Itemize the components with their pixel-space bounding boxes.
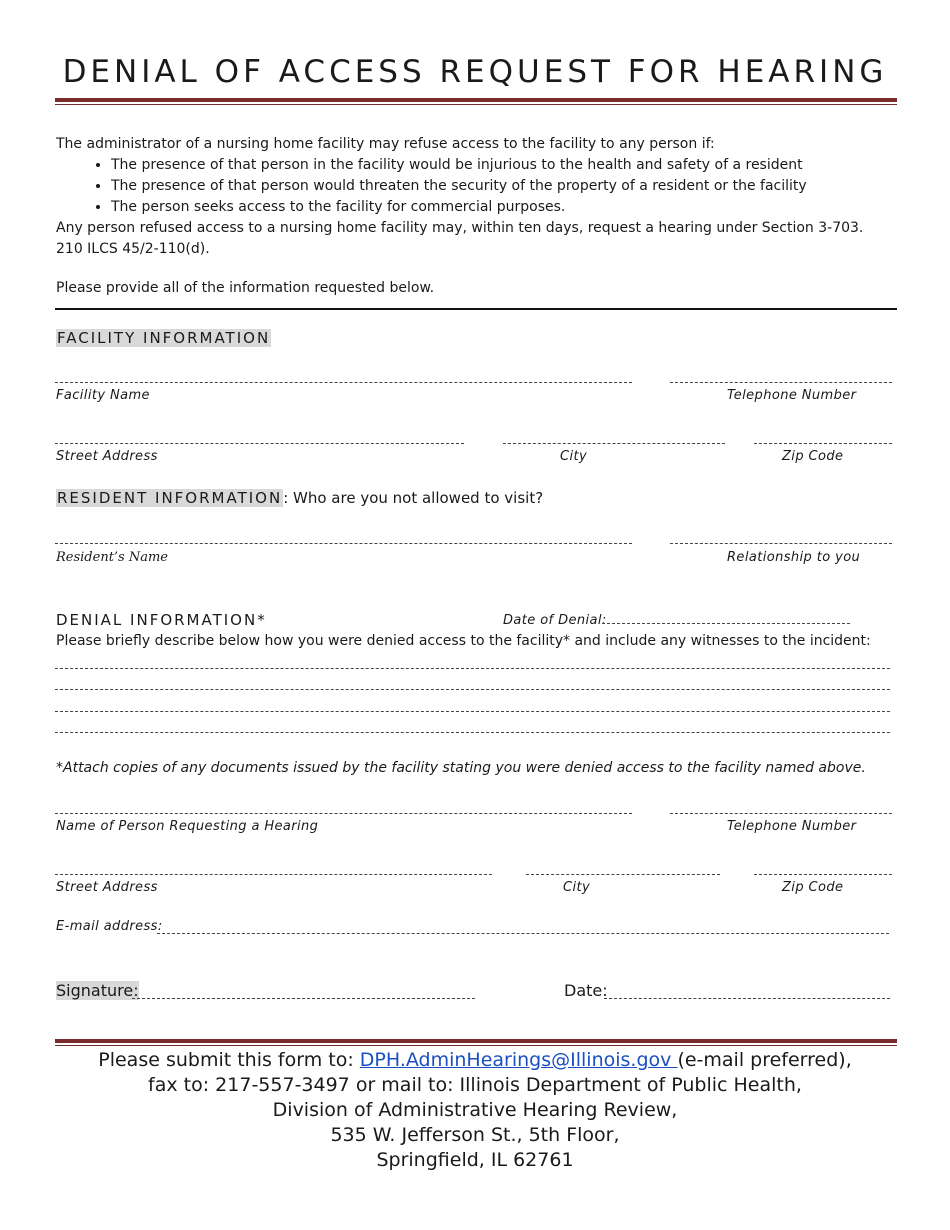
attach-note: *Attach copies of any documents issued by the facility stating you were denied access to the facility named above. <box>56 760 866 776</box>
footer-line-1 <box>0 1048 950 1073</box>
intro-lead: The administrator of a nursing home facility may refuse access to the facility to any person if: <box>56 136 715 152</box>
page-title: DENIAL OF ACCESS REQUEST FOR HEARING <box>62 54 888 90</box>
facility-street-field[interactable] <box>55 443 464 444</box>
footer-line1-post: (e-mail preferred), <box>677 1049 852 1071</box>
denial-date-field[interactable] <box>602 623 850 624</box>
denial-date-label: Date of Denial: <box>503 613 607 628</box>
requester-street-field[interactable] <box>55 874 492 875</box>
title-rule-thin <box>55 104 897 105</box>
requester-street-label: Street Address <box>56 880 158 895</box>
footer-line-5: Springfield, IL 62761 <box>376 1149 574 1171</box>
resident-name-label: Resident’s Name <box>56 550 169 565</box>
email-field[interactable] <box>157 933 889 934</box>
section-divider <box>55 308 897 310</box>
footer-line-4: 535 W. Jefferson St., 5th Floor, <box>330 1124 620 1146</box>
facility-zip-label: Zip Code <box>782 449 844 464</box>
resident-section <box>56 489 543 507</box>
intro-block <box>56 135 898 297</box>
facility-street-label: Street Address <box>56 449 158 464</box>
facility-phone-label: Telephone Number <box>727 388 857 403</box>
intro-bullet: • The person seeks access to the facility for commercial purposes. <box>111 198 898 216</box>
signature-label-wrap <box>56 981 139 1000</box>
requester-phone-label: Telephone Number <box>727 819 857 834</box>
intro-bullet: • The presence of that person would threaten the security of the property of a resident or the facility <box>111 177 898 195</box>
footer-line1-pre: Please submit this form to: <box>98 1049 360 1071</box>
requester-zip-label: Zip Code <box>782 880 844 895</box>
intro-bullet: • The presence of that person in the facility would be injurious to the health and safety of a resident <box>111 156 898 174</box>
relationship-field[interactable] <box>670 543 892 544</box>
instruction-text: Please provide all of the information requested below. <box>56 280 435 296</box>
requester-city-field[interactable] <box>526 874 720 875</box>
description-line[interactable] <box>55 668 890 669</box>
denial-asterisk: * <box>257 611 267 629</box>
footer-line-3: Division of Administrative Hearing Review, <box>272 1099 678 1121</box>
email-label: E-mail address: <box>56 919 163 934</box>
requester-city-label: City <box>563 880 591 895</box>
relationship-label: Relationship to you <box>727 550 861 565</box>
signature-field[interactable] <box>132 998 475 999</box>
facility-city-label: City <box>560 449 588 464</box>
denial-describe: Please briefly describe below how you were denied access to the facility* and include any witnesses to the incident: <box>56 633 871 649</box>
resident-name-field[interactable] <box>55 543 632 544</box>
facility-heading: FACILITY INFORMATION <box>57 329 271 347</box>
facility-name-field[interactable] <box>55 382 632 383</box>
facility-city-field[interactable] <box>503 443 725 444</box>
facility-zip-field[interactable] <box>754 443 892 444</box>
description-line[interactable] <box>55 689 890 690</box>
description-line[interactable] <box>55 732 890 733</box>
title-rule-thick <box>55 98 897 102</box>
intro-bullets <box>56 156 898 216</box>
requester-name-field[interactable] <box>55 813 632 814</box>
description-line[interactable] <box>55 711 890 712</box>
facility-name-label: Facility Name <box>56 388 150 403</box>
statute-text: Any person refused access to a nursing home facility may, within ten days, request a hearing under Section 3-703. <box>56 220 864 236</box>
denial-section <box>56 611 267 629</box>
signature-label: Signature: <box>56 981 139 1000</box>
requester-zip-field[interactable] <box>754 874 892 875</box>
denial-heading: DENIAL INFORMATION <box>56 611 258 629</box>
footer-rule-thick <box>55 1039 897 1043</box>
footer-line-2: fax to: 217-557-3497 or mail to: Illinois Department of Public Health, <box>148 1074 802 1096</box>
footer-rule-thin <box>55 1045 897 1046</box>
signature-date-field[interactable] <box>604 998 890 999</box>
resident-subtitle: : Who are you not allowed to visit? <box>283 489 544 507</box>
submission-instructions <box>0 1048 950 1173</box>
signature-date-label: Date: <box>564 981 608 1000</box>
resident-heading: RESIDENT INFORMATION <box>57 489 283 507</box>
statute-citation: 210 ILCS 45/2-110(d). <box>56 241 210 257</box>
facility-phone-field[interactable] <box>670 382 892 383</box>
requester-phone-field[interactable] <box>670 813 892 814</box>
email-link[interactable]: DPH.AdminHearings@Illinois.gov <box>359 1049 678 1071</box>
facility-section <box>56 328 271 347</box>
requester-name-label: Name of Person Requesting a Hearing <box>56 819 319 834</box>
